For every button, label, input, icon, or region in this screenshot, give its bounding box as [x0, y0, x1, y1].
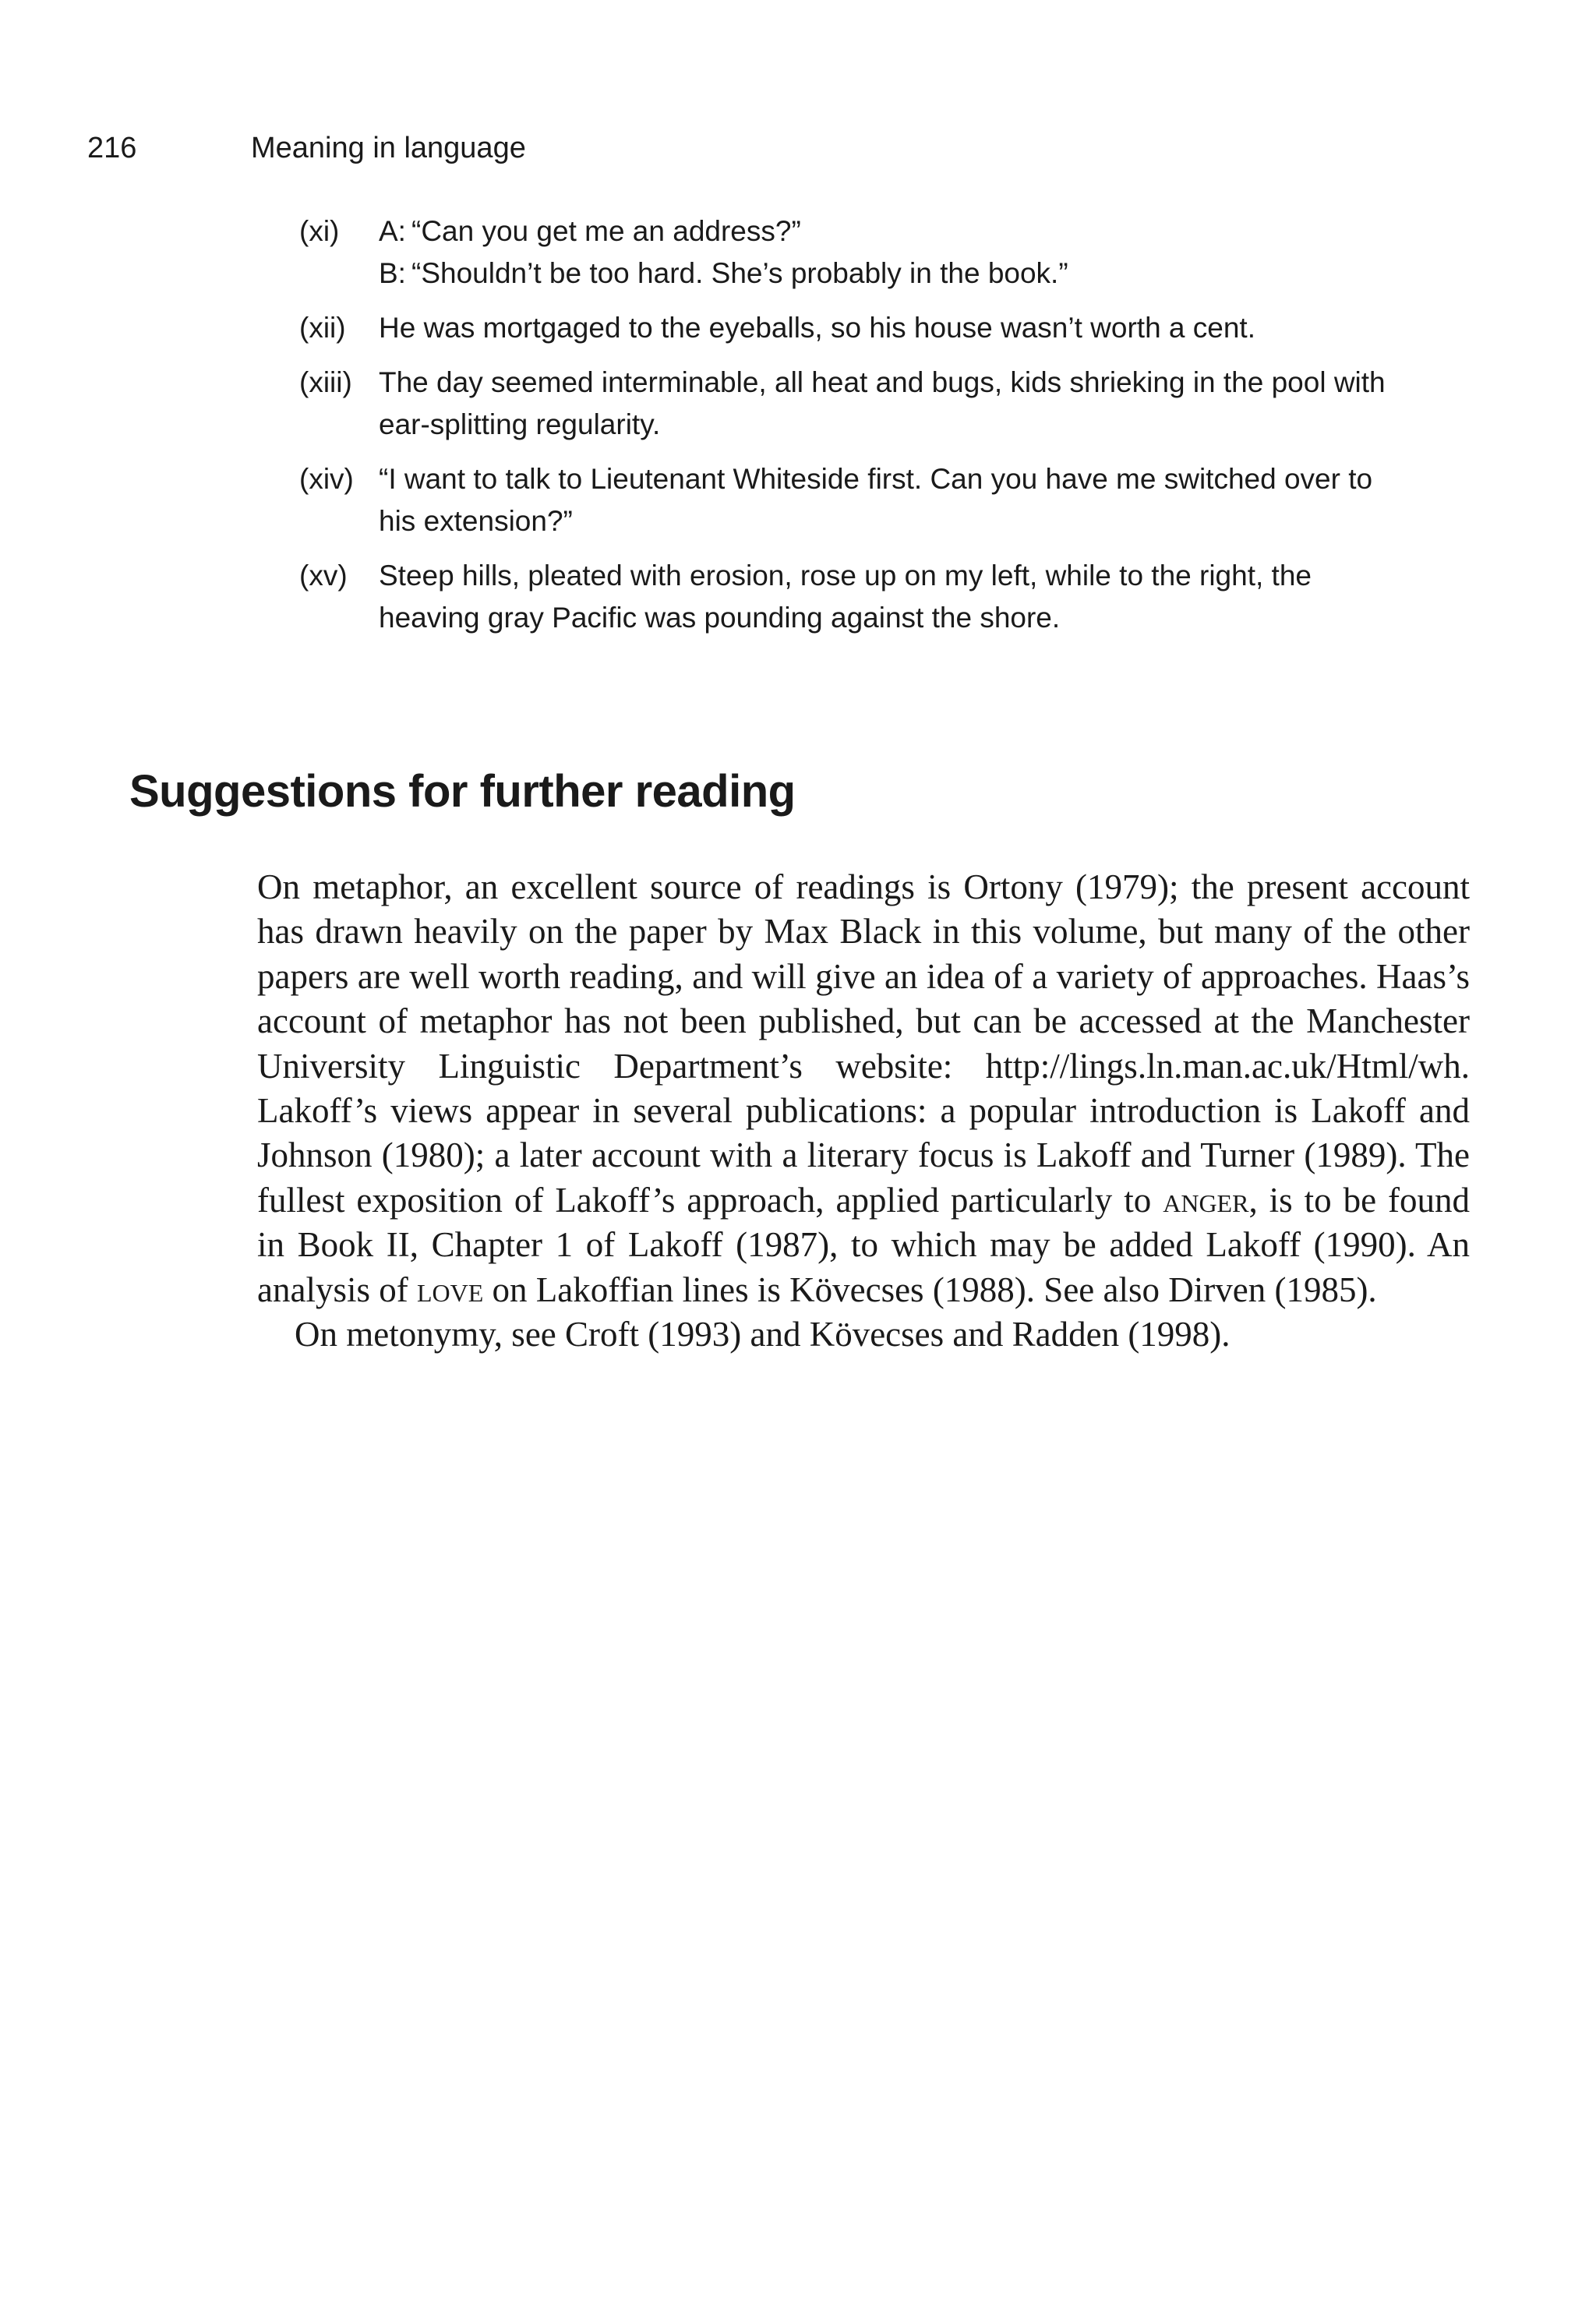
example-body	[379, 362, 1474, 446]
text-run: on Lakoffian lines is Kövecses (1988). See also Dirven (1985).	[483, 1270, 1377, 1309]
example-line: He was mortgaged to the eyeballs, so his house wasn’t worth a cent.	[379, 312, 1255, 344]
page-number: 216	[87, 132, 137, 164]
example-number: (xv)	[299, 560, 348, 592]
dialogue-text: “Shouldn’t be too hard. She’s probably in the book.”	[411, 257, 1068, 289]
example-number: (xii)	[299, 312, 346, 344]
example-list	[299, 210, 1474, 652]
example-body	[379, 555, 1474, 639]
dialogue-turn	[379, 210, 1474, 253]
example-line: The day seemed interminable, all heat and bugs, kids shrieking in the pool with	[379, 366, 1386, 398]
text-run: On metaphor, an excellent source of readings is Ortony (1979); the present account has drawn heavily on the paper by Max Black in this volume, but many of the other papers are well worth reading, and will give an idea of a variety of approaches. Haas’s account of metaphor has not been published, but can be accessed at the Manchester University Linguistic Department’s website: http://lings.ln.man.ac.uk/Html/wh. Lakoff’s views appear in several publications: a popular introduction is Lakoff and Johnson (1980); a later account with a literary focus is Lakoff and Turner (1989). The fullest exposition of Lakoff’s approach, applied particularly to	[257, 867, 1470, 1220]
example-body	[379, 307, 1474, 349]
small-caps-term: anger	[1163, 1180, 1249, 1220]
example-number: (xiv)	[299, 463, 354, 495]
example-item	[299, 210, 1474, 295]
speaker-label: B:	[379, 257, 406, 289]
example-item	[299, 362, 1474, 446]
running-title: Meaning in language	[251, 132, 526, 164]
small-caps-term: love	[416, 1270, 484, 1309]
example-item	[299, 555, 1474, 639]
text-run: , is to be found in Book II, Chapter 1 of Lakoff (1987), to which may be added Lakoff (1990). An analysis of	[257, 1180, 1470, 1309]
example-line: his extension?”	[379, 505, 573, 537]
example-item	[299, 307, 1474, 349]
example-line: “I want to talk to Lieutenant Whiteside first. Can you have me switched over to	[379, 463, 1373, 495]
dialogue-turn	[379, 253, 1474, 295]
example-body	[379, 210, 1474, 295]
example-body	[379, 458, 1474, 542]
speaker-label: A:	[379, 215, 406, 247]
example-line: heaving gray Pacific was pounding against the shore.	[379, 602, 1061, 634]
section-heading: Suggestions for further reading	[129, 766, 796, 817]
example-line: Steep hills, pleated with erosion, rose up on my left, while to the right, the	[379, 560, 1312, 592]
paragraph	[257, 865, 1470, 1312]
further-reading-text	[257, 865, 1470, 1357]
dialogue-text: “Can you get me an address?”	[411, 215, 801, 247]
example-number: (xi)	[299, 215, 340, 247]
example-number: (xiii)	[299, 366, 352, 398]
paragraph: On metonymy, see Croft (1993) and Kövecses and Radden (1998).	[295, 1315, 1231, 1354]
running-head	[87, 129, 526, 167]
example-line: ear-splitting regularity.	[379, 408, 661, 440]
example-item	[299, 458, 1474, 542]
